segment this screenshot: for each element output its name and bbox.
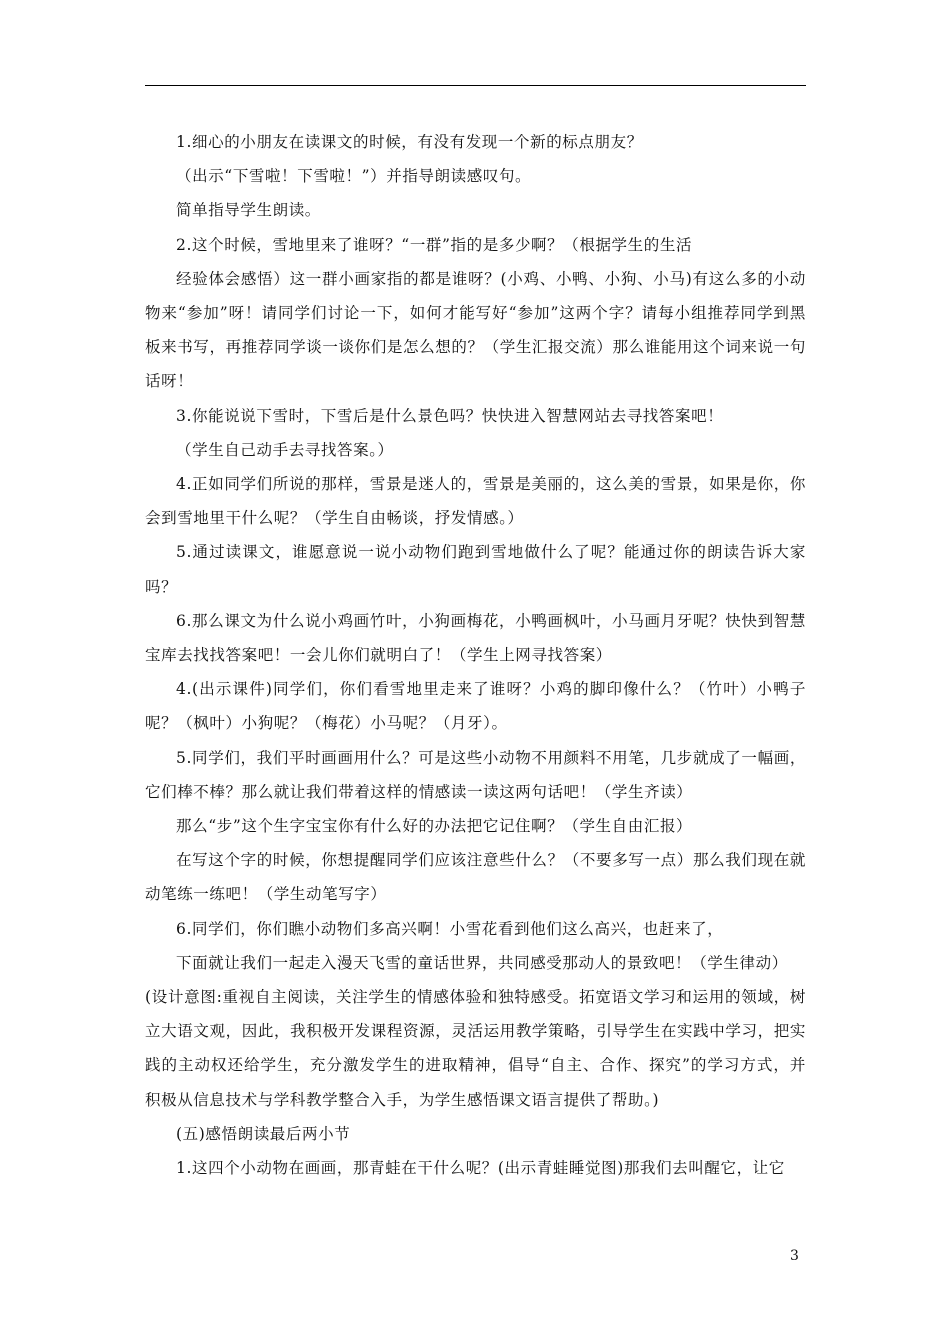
section-heading: (五)感悟朗读最后两小节: [176, 1124, 351, 1143]
paragraph-16: 下面就让我们一起走入漫天飞雪的童话世界，共同感受那动人的景致吧！（学生律动）: [176, 953, 788, 972]
paragraph-19: 1.这四个小动物在画画，那青蛙在干什么呢？(出示青蛙睡觉图)那我们去叫醒它，让它: [176, 1159, 785, 1178]
paragraph-10: 6.那么课文为什么说小鸡画竹叶，小狗画梅花，小鸭画枫叶，小马画月牙呢？快快到智慧宝库去找找答案吧！一会儿你们就明白了！（学生上网寻找答案）: [145, 611, 806, 665]
paragraph-1: 1.细心的小朋友在读课文的时候，有没有发现一个新的标点朋友？: [176, 133, 643, 151]
design-intent-paragraph: (设计意图:重视自主阅读，关注学生的情感体验和独特感受。拓宽语文学习和运用的领域，树立大语文观，因此，我积极开发课程资源，灵活运用教学策略，引导学生在实践中学习，把实践的主动权还给学生，充分激发学生的进取精神，倡导“自主、合作、探究”的学习方式，并积极从信息技术与学科教学整合入手，为学生感悟课文语言提供了帮助。): [145, 988, 806, 1109]
paragraph-13: 那么“步”这个生字宝宝你有什么好的办法把它记住啊？（学生自由汇报）: [176, 817, 693, 836]
paragraph-4: 2.这个时候，雪地里来了谁呀？“一群”指的是多少啊？（根据学生的生活: [176, 235, 693, 254]
paragraph-15: 6.同学们，你们瞧小动物们多高兴啊！小雪花看到他们这么高兴，也赶来了，: [176, 919, 724, 938]
paragraph-14: 在写这个字的时候，你想提醒同学们应该注意些什么？（不要多写一点）那么我们现在就动笔练一练吧！（学生动笔写字）: [145, 851, 806, 904]
paragraph-11: 4.(出示课件)同学们，你们看雪地里走来了谁呀？小鸡的脚印像什么？（竹叶）小鸭子呢？（枫叶）小狗呢？（梅花）小马呢？（月牙）。: [145, 680, 806, 733]
paragraph-12: 5.同学们，我们平时画画用什么？可是这些小动物不用颜料不用笔，几步就成了一幅画，它们棒不棒？那么就让我们带着这样的情感读一读这两句话吧！（学生齐读）: [145, 748, 806, 801]
page-number: 3: [790, 1248, 799, 1264]
document-body: [145, 125, 806, 1185]
paragraph-3: 简单指导学生朗读。: [176, 201, 321, 220]
paragraph-5: 经验体会感悟）这一群小画家指的都是谁呀？(小鸡、小鸭、小狗、小马)有这么多的小动物来“参加”呀！请同学们讨论一下，如何才能写好“参加”这两个字？请每小组推荐同学到黑板来书写，再推荐同学谈一谈你们是怎么想的？（学生汇报交流）那么谁能用这个词来说一句话呀！: [145, 269, 806, 391]
paragraph-7: （学生自己动手去寻找答案。）: [176, 440, 394, 459]
paragraph-6: 3.你能说说下雪时，下雪后是什么景色吗？快快进入智慧网站去寻找答案吧！: [176, 406, 724, 425]
paragraph-9: 5.通过读课文，谁愿意说一说小动物们跑到雪地做什么了呢？能通过你的朗读告诉大家吗？: [145, 543, 806, 596]
paragraph-2: （出示“下雪啦！下雪啦！”）并指导朗读感叹句。: [176, 167, 532, 186]
header-rule: [145, 85, 806, 86]
paragraph-8: 4.正如同学们所说的那样，雪景是迷人的，雪景是美丽的，这么美的雪景，如果是你，你会到雪地里干什么呢？（学生自由畅谈，抒发情感。）: [145, 475, 806, 528]
